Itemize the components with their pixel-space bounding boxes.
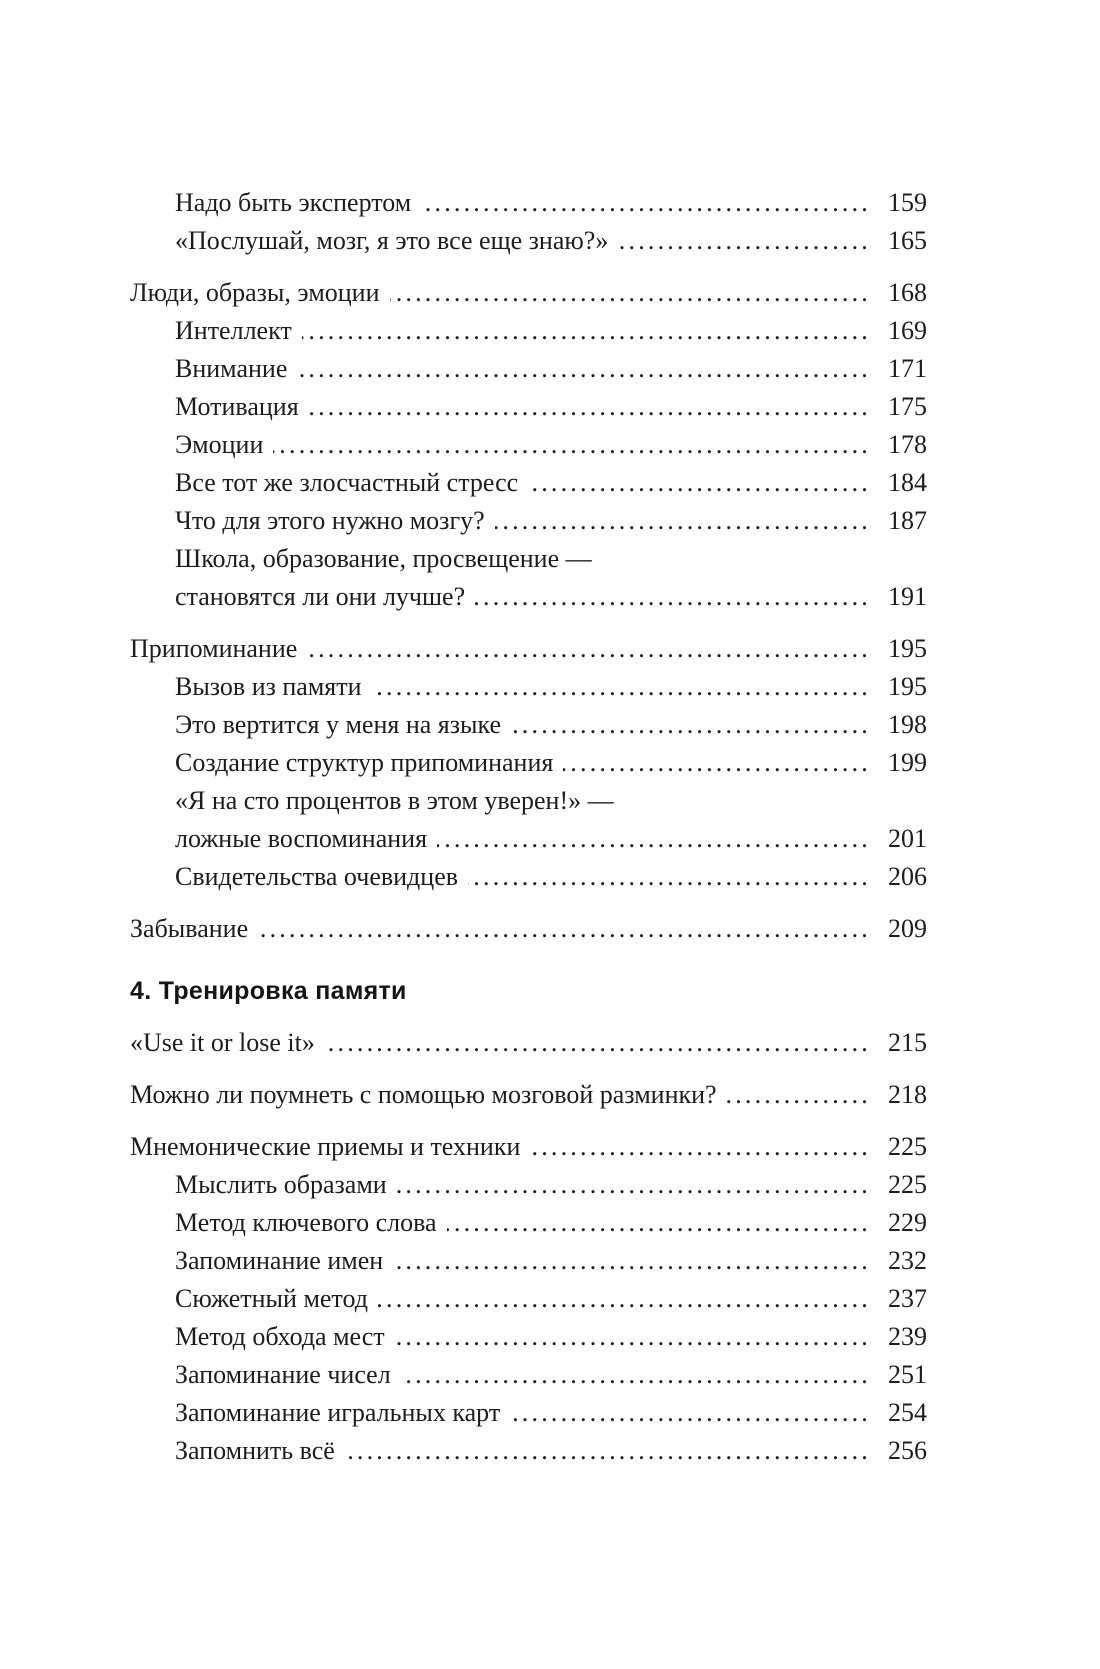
toc-entry-title: Школа, образование, просвещение — xyxy=(175,544,592,573)
toc-entry-page: 209 xyxy=(888,914,927,943)
toc-entry xyxy=(130,1242,927,1280)
toc-entry-title: Запоминание имен xyxy=(175,1246,384,1275)
toc-entry-title: Эмоции xyxy=(175,430,264,459)
toc-entry-page: 256 xyxy=(888,1436,927,1465)
toc-entry-page: 225 xyxy=(888,1132,927,1161)
toc-entry-title: «Use it or lose it» xyxy=(130,1028,315,1057)
toc-entry-title: Внимание xyxy=(175,354,288,383)
dot-leader xyxy=(528,464,871,502)
toc-entry-title: ложные воспоминания xyxy=(175,824,428,853)
dot-leader xyxy=(378,1280,871,1318)
toc-entry-page: 239 xyxy=(888,1322,927,1351)
dot-leader xyxy=(345,1432,871,1470)
toc-entry-page: 201 xyxy=(888,824,927,853)
toc-entry xyxy=(130,1432,927,1470)
toc-entry-title: Интеллект xyxy=(175,316,292,345)
dot-leader xyxy=(397,1166,871,1204)
toc-entry-page: 225 xyxy=(888,1170,927,1199)
dot-leader xyxy=(511,706,871,744)
toc-entry xyxy=(130,222,927,260)
dot-leader xyxy=(468,858,871,896)
toc-entry xyxy=(130,1318,927,1356)
toc-entry-page: 215 xyxy=(888,1028,927,1057)
toc-entry-page: 165 xyxy=(888,226,927,255)
toc-entry-title: Мыслить образами xyxy=(175,1170,387,1199)
toc-entry-title: становятся ли они лучше? xyxy=(175,582,466,611)
toc-entry xyxy=(130,858,927,896)
toc-entry xyxy=(130,1076,927,1114)
toc-entry xyxy=(130,1204,927,1242)
dot-leader xyxy=(530,1128,871,1166)
dot-leader xyxy=(447,1204,871,1242)
toc-entry xyxy=(130,502,927,540)
dot-leader xyxy=(437,820,871,858)
toc-entry xyxy=(130,184,927,222)
toc-entry-page: 175 xyxy=(888,392,927,421)
toc-entry-page: 229 xyxy=(888,1208,927,1237)
dot-leader xyxy=(273,426,871,464)
toc-entry-title: Запомнить всё xyxy=(175,1436,335,1465)
toc-entry xyxy=(130,820,927,858)
toc-entry-page: 251 xyxy=(888,1360,927,1389)
toc-entry-title: Сюжетный метод xyxy=(175,1284,368,1313)
toc-entry-page: 178 xyxy=(888,430,927,459)
toc-entry xyxy=(130,782,927,820)
toc-entry-title: Создание структур припоминания xyxy=(175,748,554,777)
toc-entry xyxy=(130,744,927,782)
toc-entry-title: Надо быть экспертом xyxy=(175,188,412,217)
toc-entry xyxy=(130,1280,927,1318)
toc-entry-title: «Я на сто процентов в этом уверен!» — xyxy=(175,786,614,815)
toc-entry-title: Свидетельства очевидцев xyxy=(175,862,459,891)
toc-entry-page: 218 xyxy=(888,1080,927,1109)
toc-entry-title: Люди, образы, эмоции xyxy=(130,278,380,307)
toc-entry-title: Это вертится у меня на языке xyxy=(175,710,502,739)
toc-entry-title: Запоминание игральных карт xyxy=(175,1398,501,1427)
dot-leader xyxy=(307,630,871,668)
toc-entry xyxy=(130,668,927,706)
toc-entry-title: Запоминание чисел xyxy=(175,1360,391,1389)
dot-leader xyxy=(401,1356,871,1394)
toc-entry-page: 254 xyxy=(888,1398,927,1427)
toc-entry xyxy=(130,706,927,744)
toc-entry-page: 168 xyxy=(888,278,927,307)
toc-entry xyxy=(130,350,927,388)
dot-leader xyxy=(325,1024,871,1062)
toc-entry-title: Мнемонические приемы и техники xyxy=(130,1132,521,1161)
toc-entry xyxy=(130,1024,927,1062)
section-heading: 4. Тренировка памяти xyxy=(130,977,407,1005)
toc-entry-page: 171 xyxy=(888,354,927,383)
toc-entry xyxy=(130,464,927,502)
toc-entry xyxy=(130,578,927,616)
toc-entry-page: 159 xyxy=(888,188,927,217)
toc-entry-page: 206 xyxy=(888,862,927,891)
toc-entry-page: 191 xyxy=(888,582,927,611)
toc-entry-title: Все тот же злосчастный стресс xyxy=(175,468,519,497)
toc-entry-title: «Послушай, мозг, я это все еще знаю?» xyxy=(175,226,609,255)
toc-entry xyxy=(130,312,927,350)
toc-entry xyxy=(130,426,927,464)
toc-entry-page: 237 xyxy=(888,1284,927,1313)
dot-leader xyxy=(258,910,871,948)
toc-entry-title: Метод ключевого слова xyxy=(175,1208,437,1237)
dot-leader xyxy=(393,1242,871,1280)
dot-leader xyxy=(421,184,871,222)
toc-entry-page: 195 xyxy=(888,672,927,701)
toc-entry xyxy=(130,1356,927,1394)
toc-entry xyxy=(130,388,927,426)
toc-entry xyxy=(130,274,927,312)
dot-leader xyxy=(372,668,871,706)
toc-entry-title: Припоминание xyxy=(130,634,298,663)
toc-entry-title: Можно ли поумнеть с помощью мозговой разминки? xyxy=(130,1080,717,1109)
toc-entry-page: 199 xyxy=(888,748,927,777)
toc-entry-page: 187 xyxy=(888,506,927,535)
dot-leader xyxy=(395,1318,871,1356)
dot-leader xyxy=(390,274,871,312)
dot-leader xyxy=(510,1394,871,1432)
dot-leader xyxy=(495,502,871,540)
toc-entry-title: Что для этого нужно мозгу? xyxy=(175,506,485,535)
toc-entry xyxy=(130,1166,927,1204)
dot-leader xyxy=(618,222,871,260)
toc-entry-title: Забывание xyxy=(130,914,249,943)
toc-entry-title: Мотивация xyxy=(175,392,299,421)
toc-entry xyxy=(130,910,927,948)
toc-entry-page: 169 xyxy=(888,316,927,345)
toc-entry-page: 184 xyxy=(888,468,927,497)
dot-leader xyxy=(302,312,871,350)
dot-leader xyxy=(309,388,871,426)
toc-entry-title: Метод обхода мест xyxy=(175,1322,385,1351)
dot-leader xyxy=(563,744,871,782)
dot-leader xyxy=(475,578,871,616)
dot-leader xyxy=(727,1076,871,1114)
toc-entry-page: 198 xyxy=(888,710,927,739)
toc-entry xyxy=(130,1128,927,1166)
toc-entry xyxy=(130,540,927,578)
toc-entry xyxy=(130,630,927,668)
toc-entry xyxy=(130,1394,927,1432)
toc-entry-page: 232 xyxy=(888,1246,927,1275)
toc-entry-page: 195 xyxy=(888,634,927,663)
dot-leader xyxy=(297,350,871,388)
toc-entry-title: Вызов из памяти xyxy=(175,672,362,701)
